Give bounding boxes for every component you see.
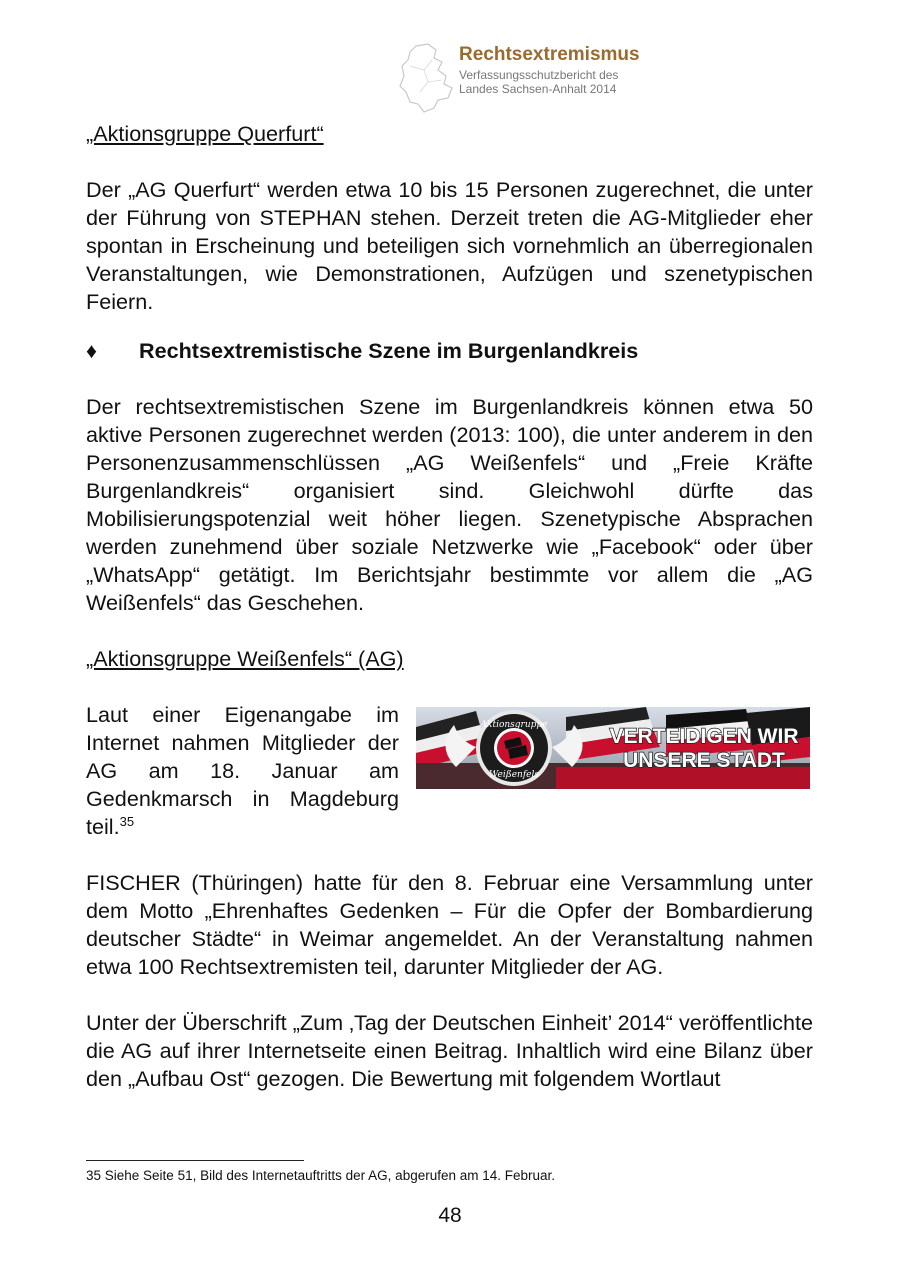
paragraph-gedenkmarsch-text: Laut einer Eigenangabe im Internet nahmen Mitglieder der AG am 18. Januar am Gedenkmarsch in Magdeburg teil. [86,702,399,839]
footnote-reference: 35 [119,813,135,829]
page-number: 48 [438,1204,462,1227]
banner-slogan-line2: UNSERE STADT [623,749,785,772]
paragraph-fischer: FISCHER (Thüringen) hatte für den 8. Februar eine Versammlung unter dem Motto „Ehrenhaftes Gedenken – Für die Opfer der Bombardierung deutscher Städte“ in Weimar angemeldet. An der Veranstaltung nahmen etwa 100 Rechtsextremisten teil, darunter Mitglieder der AG. [86,870,813,979]
footnote-divider [86,1160,304,1161]
header-title: Rechtsextremismus [459,44,640,65]
float-text-block [86,701,399,841]
text-with-image [86,701,813,841]
header-subtitle: Landes Sachsen-Anhalt 2014 [459,82,617,96]
section-heading-burgenlandkreis [86,337,813,365]
subheading-weissenfels: „Aktionsgruppe Weißenfels“ (AG) [86,646,404,671]
diamond-bullet-icon: ♦ [86,338,98,363]
document-body [86,120,813,1093]
paragraph-deutsche-einheit: Unter der Überschrift „Zum ‚Tag der Deutschen Einheit’ 2014“ veröffentlichte die AG auf ihrer Internetseite einen Beitrag. Inhaltlich wird eine Bilanz über den „Aufbau Ost“ gezogen. Die Bewertung mit folgendem Wortlaut [86,1010,813,1091]
subheading-querfurt: „Aktionsgruppe Querfurt“ [86,121,324,146]
paragraph-querfurt: Der „AG Querfurt“ werden etwa 10 bis 15 Personen zugerechnet, die unter der Führung von STEPHAN stehen. Derzeit treten die AG-Mitglieder eher spontan in Erscheinung und beteiligen sich vornehmlich an überregionalen Veranstaltungen, wie Demonstrationen, Aufzügen und szenetypischen Feiern. [86,177,813,314]
ag-weissenfels-banner-image [416,707,810,789]
paragraph-burgenlandkreis: Der rechtsextremistischen Szene im Burgenlandkreis können etwa 50 aktive Personen zugerechnet werden (2013: 100), die unter anderem in den Personenzusammenschlüssen „AG Weißenfels“ und „Freie Kräfte Burgenlandkreis“ organisiert sind. Gleichwohl dürfte das Mobilisierungspotenzial weit höher liegen. Szenetypische Absprachen werden zunehmend über soziale Netzwerke wie „Facebook“ oder über „WhatsApp“ getätigt. Im Berichtsjahr bestimmte vor allem die „AG Weißenfels“ das Geschehen. [86,394,813,615]
banner-slogan-line1: VERTEIDIGEN WIR [609,725,799,748]
footnote: 35 Siehe Seite 51, Bild des Internetauftritts der AG, abgerufen am 14. Februar. [86,1168,556,1183]
banner-logo-text: Aktionsgruppe [480,720,548,730]
banner-logo-text: Weißenfels [488,770,540,780]
paragraph-gedenkmarsch [86,701,399,841]
banner-graphic [416,707,810,789]
sachsen-anhalt-map-icon [398,42,458,114]
page-header [398,42,718,118]
section-heading-text: Rechtsextremistische Szene im Burgenlandkreis [139,338,639,363]
header-subtitle: Verfassungsschutzbericht des [459,68,619,82]
